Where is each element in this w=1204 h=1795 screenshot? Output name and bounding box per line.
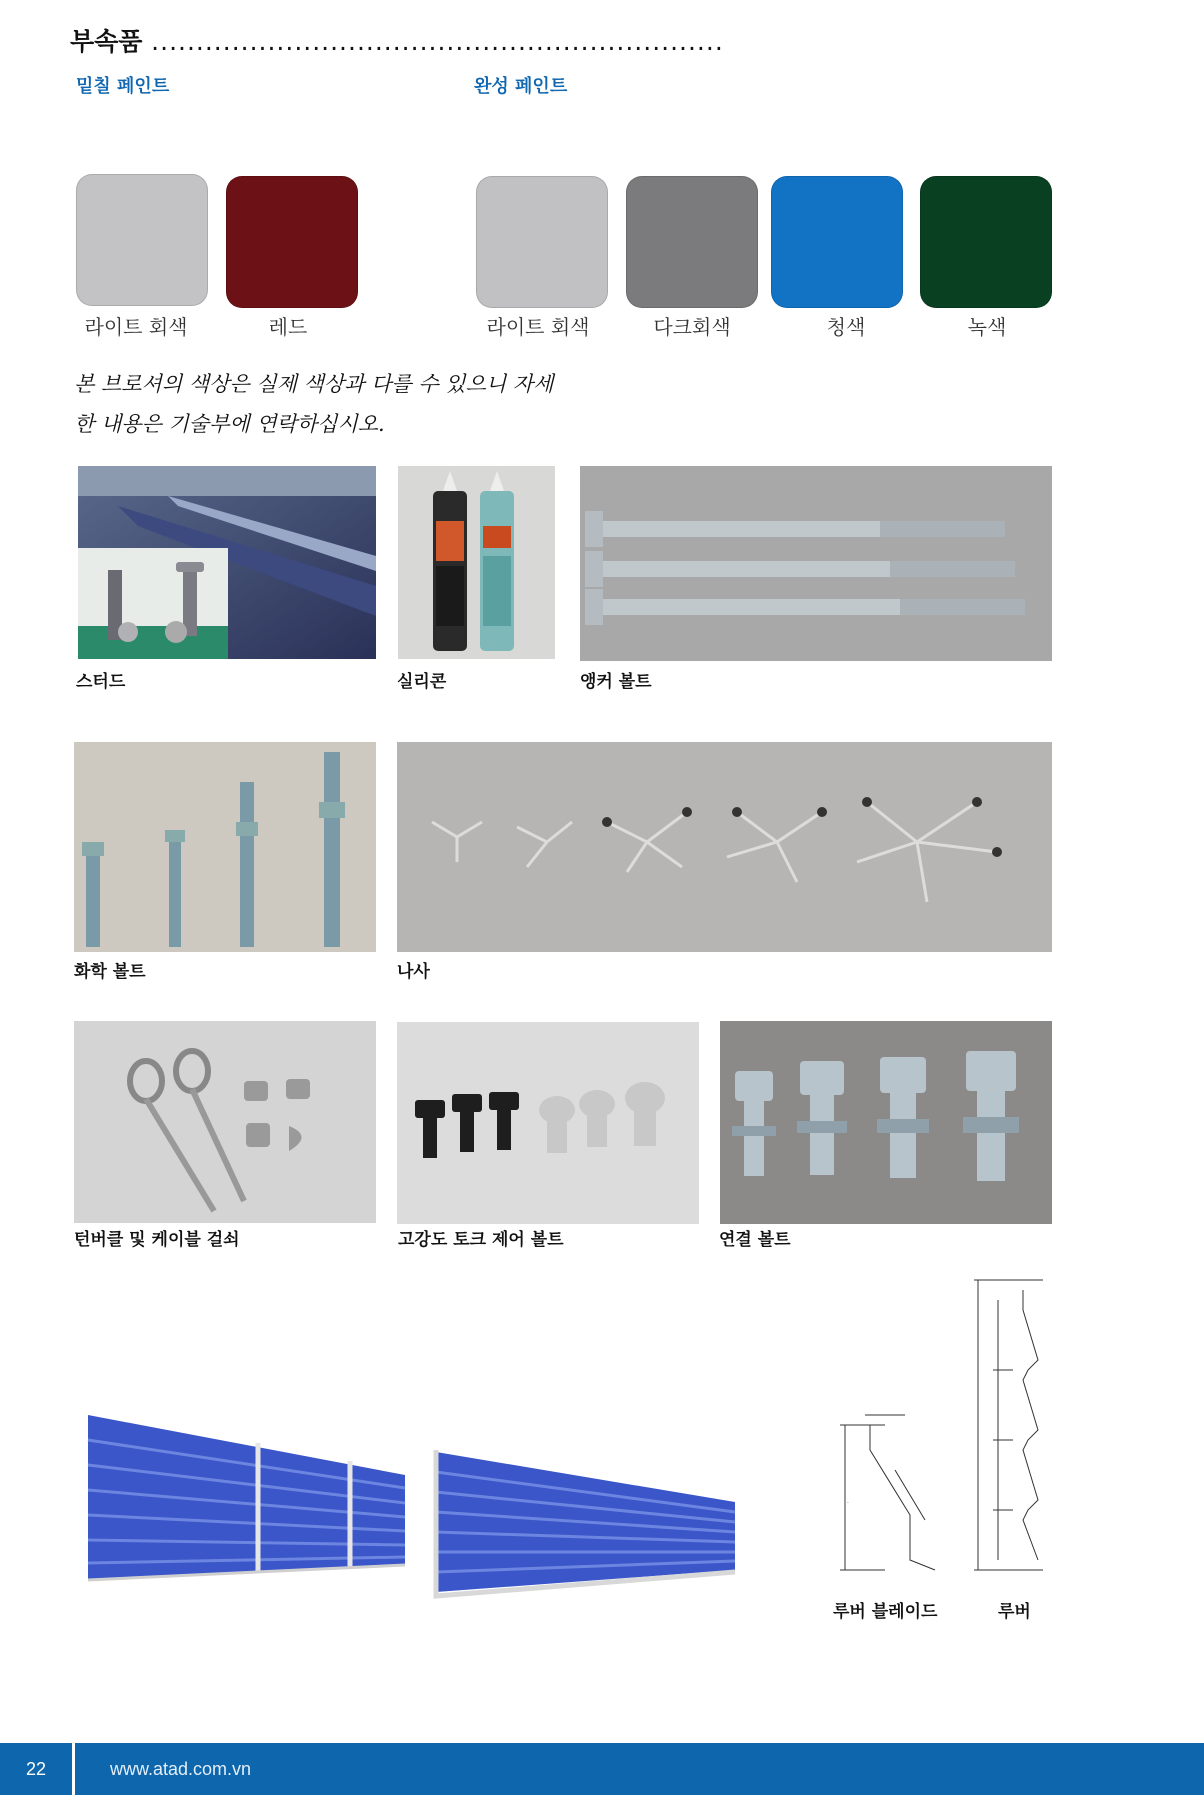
swatch-label-finish-light-gray: 라이트 회색 — [486, 315, 590, 339]
caption-louver: 루버 — [998, 1602, 1031, 1622]
swatch-label-finish-dark-gray: 다크회색 — [653, 315, 731, 339]
caption-chemical-bolt: 화학 볼트 — [74, 962, 146, 982]
connection-bolt-photo — [720, 1021, 1052, 1224]
screw-photo — [397, 742, 1052, 952]
hs-bolt-photo — [397, 1022, 699, 1224]
anchor-bolt-photo — [580, 466, 1052, 661]
website-link[interactable]: www.atad.com.vn — [110, 1759, 252, 1779]
swatch-label-finish-blue: 청색 — [826, 315, 866, 339]
swatch-finish-green — [920, 176, 1052, 308]
color-disclaimer — [74, 364, 634, 444]
caption-hs-bolt: 고강도 토크 제어 볼트 — [398, 1230, 564, 1250]
caption-louver-blade: 루버 블레이드 — [833, 1602, 938, 1622]
louver-photo-1 — [80, 1405, 410, 1585]
disclaimer-line-1: 본 브로셔의 색상은 실제 색상과 다를 수 있으니 자세 — [74, 372, 554, 396]
caption-stud: 스터드 — [76, 672, 126, 692]
caption-turnbuckle: 턴버클 및 케이블 걸쇠 — [74, 1230, 240, 1250]
silicone-photo — [398, 466, 555, 659]
page-number: 22 — [25, 1759, 47, 1779]
chemical-bolt-photo — [74, 742, 376, 952]
caption-connection-bolt: 연결 볼트 — [719, 1230, 791, 1250]
swatch-label-finish-green: 녹색 — [967, 315, 1007, 339]
primer-heading: 밑칠 페인트 — [76, 76, 170, 97]
caption-silicone: 실리콘 — [397, 672, 447, 692]
title-dot-leader: ................................................................ — [151, 27, 724, 56]
page-title — [70, 22, 724, 58]
title-text: 부속품 — [70, 27, 143, 56]
caption-anchor-bolt: 앵커 볼트 — [580, 672, 652, 692]
footer-divider — [72, 1743, 75, 1795]
swatch-finish-blue — [771, 176, 903, 308]
turnbuckle-photo — [74, 1021, 376, 1223]
louver-drawing — [968, 1270, 1050, 1580]
finish-heading: 완성 페인트 — [474, 76, 568, 97]
caption-screw: 나사 — [397, 962, 430, 982]
louver-photo-2 — [430, 1440, 740, 1600]
disclaimer-line-2: 한 내용은 기술부에 연락하십시오. — [74, 412, 385, 436]
swatch-finish-dark-gray — [626, 176, 758, 308]
stud-photo — [78, 466, 376, 659]
svg-text:·: · — [847, 1500, 849, 1507]
swatch-label-primer-red: 레드 — [268, 315, 308, 339]
louver-blade-drawing — [825, 1410, 940, 1580]
swatch-primer-light-gray — [76, 174, 208, 306]
swatch-label-primer-light-gray: 라이트 회색 — [84, 315, 188, 339]
swatch-finish-light-gray — [476, 176, 608, 308]
swatch-primer-red — [226, 176, 358, 308]
